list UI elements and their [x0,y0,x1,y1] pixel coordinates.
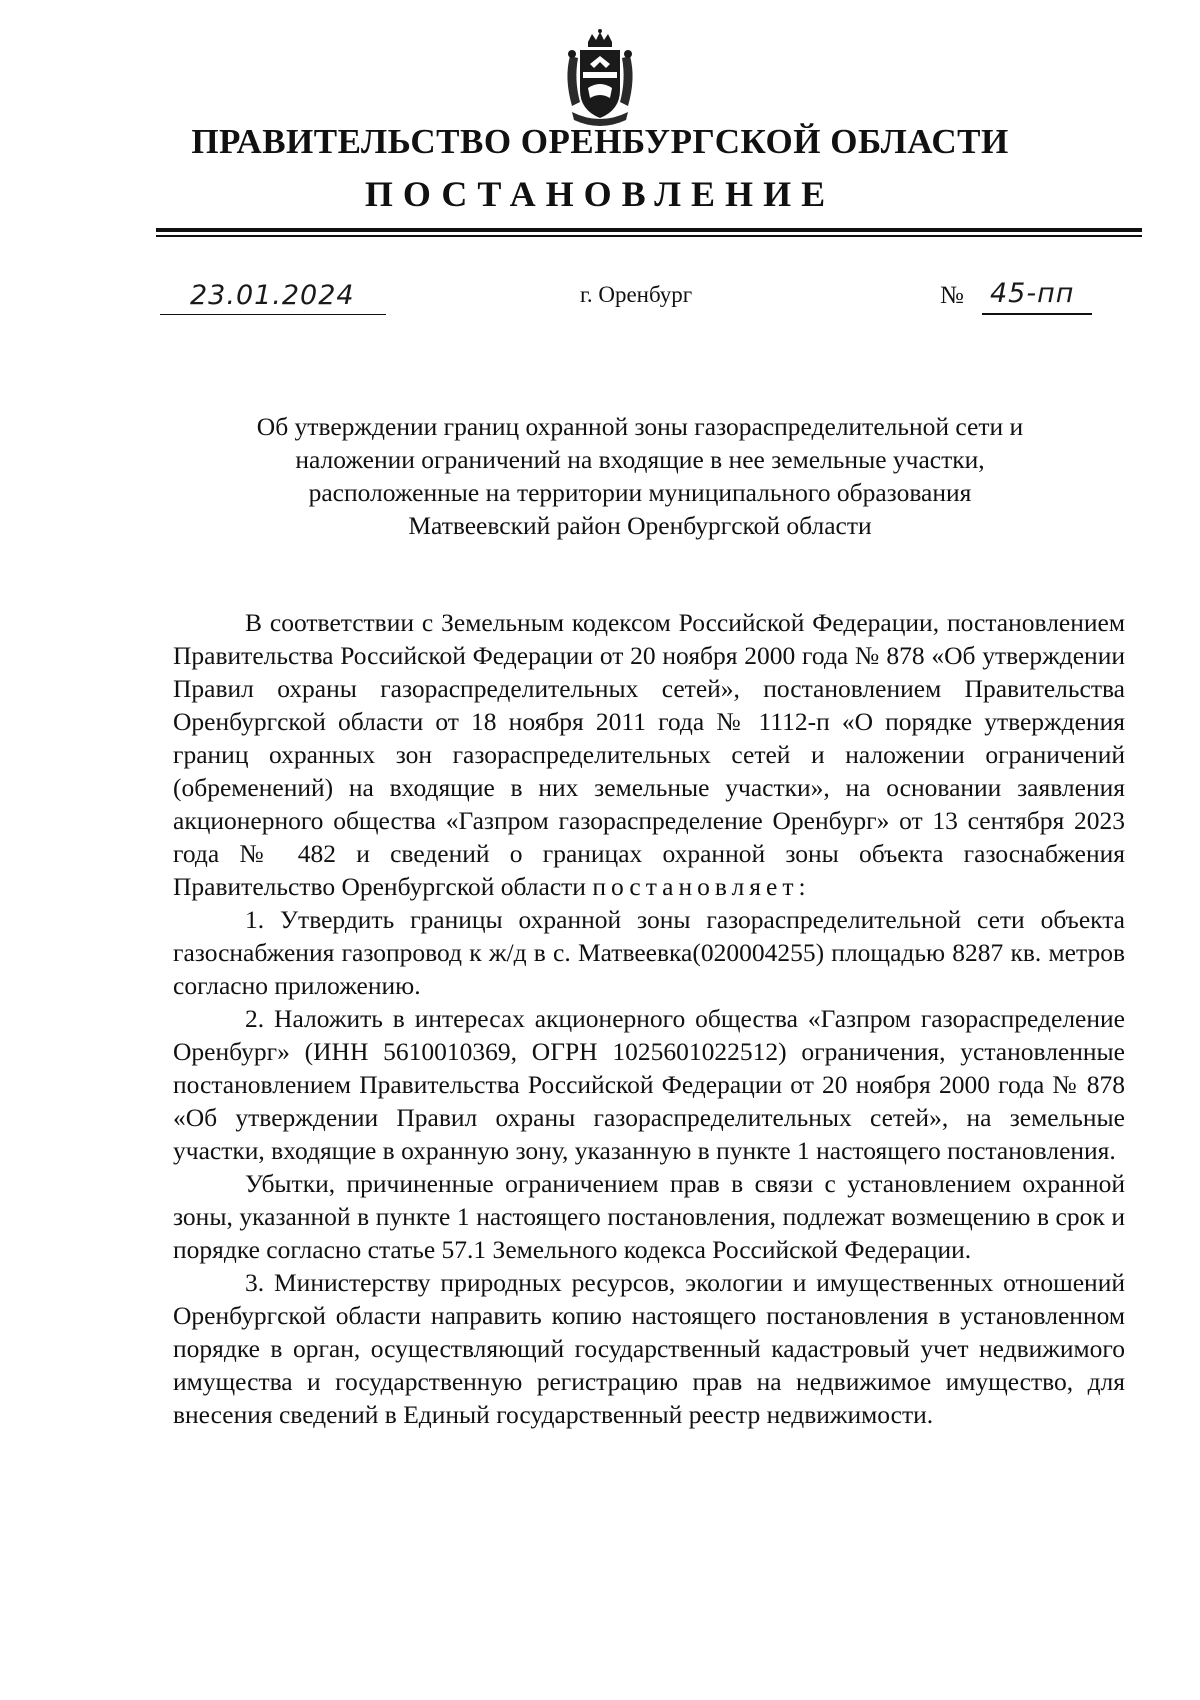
document-type-title: ПОСТАНОВЛЕНИЕ [364,174,836,214]
city-label: г. Оренбург [580,282,693,307]
item-2-paragraph: 2. Наложить в интересах акционерного общества «Газпром газораспределение Оренбург» (ИНН 5610010369, ОГРН 1025601022512) ограничения, установленные постановлением Правительства Российской Федерации от 20 ноября 2000 года № 878 «Об утверждении Правил охраны газораспределительных сетей», на земельные участки, входящие в охранную зону, указанную в пункте 1 настоящего постановления. [173,1004,1125,1165]
date-field [160,280,386,315]
item-3-paragraph: 3. Министерству природных ресурсов, экологии и имущественных отношений Оренбургской области направить копию настоящего постановления в установленном порядке в орган, осуществляющий государственный кадастровый учет недвижимого имущества и государственную регистрацию прав на недвижимое имущество, для внесения сведений в Единый государственный реестр недвижимости. [173,1268,1125,1429]
item-1-paragraph: 1. Утвердить границы охранной зоны газораспределительной сети объекта газоснабжения газопровод к ж/д в с. Матвеевка(020004255) площадью 8287 кв. метров согласно приложению. [173,905,1125,1000]
header-rule-thin [156,235,1142,237]
document-subject [160,410,1120,542]
number-underline [982,313,1092,315]
item-2-note-paragraph: Убытки, причиненные ограничением прав в связи с установлением охранной зоны, указанной в пункте 1 настоящего постановления, подлежат возмещению в срок и порядке согласно статье 57.1 Земельного кодекса Российской Федерации. [173,1169,1125,1264]
number-field [940,280,1100,314]
organization-title: ПРАВИТЕЛЬСТВО ОРЕНБУРГСКОЙ ОБЛАСТИ [191,122,1009,161]
resolves-word: постановляет: [592,872,811,901]
handwritten-number: 45-пп [990,278,1075,309]
header-rule-thick [156,228,1142,232]
subject-line: наложении ограничений на входящие в нее земельные участки, [295,445,985,474]
document-body [173,606,1125,1431]
subject-line: Матвеевский район Оренбургской области [408,511,872,540]
preamble-text: В соответствии с Земельным кодексом Российской Федерации, постановлением Правительства Российской Федерации от 20 ноября 2000 года № 878 «Об утверждении Правил охраны газораспределительных сетей», постановлением Правительства Оренбургской области от 18 ноября 2011 года № 1112-п «О порядке утверждения границ охранных зон газораспределительных сетей и наложении ограничений (обременений) на входящие в них земельные участки», на основании заявления акционерного общества «Газпром газораспределение Оренбург» от 13 сентября 2023 года № 482 и сведений о границах охранной зоны объекта газоснабжения Правительство Оренбургской области [173,608,1125,901]
number-sign: № [940,282,964,309]
handwritten-date: 23.01.2024 [190,280,355,311]
subject-line: Об утверждении границ охранной зоны газораспределительной сети и [256,412,1024,441]
coat-of-arms-icon [560,28,640,128]
subject-line: расположенные на территории муниципального образования [308,478,972,507]
preamble-paragraph [173,606,1125,903]
